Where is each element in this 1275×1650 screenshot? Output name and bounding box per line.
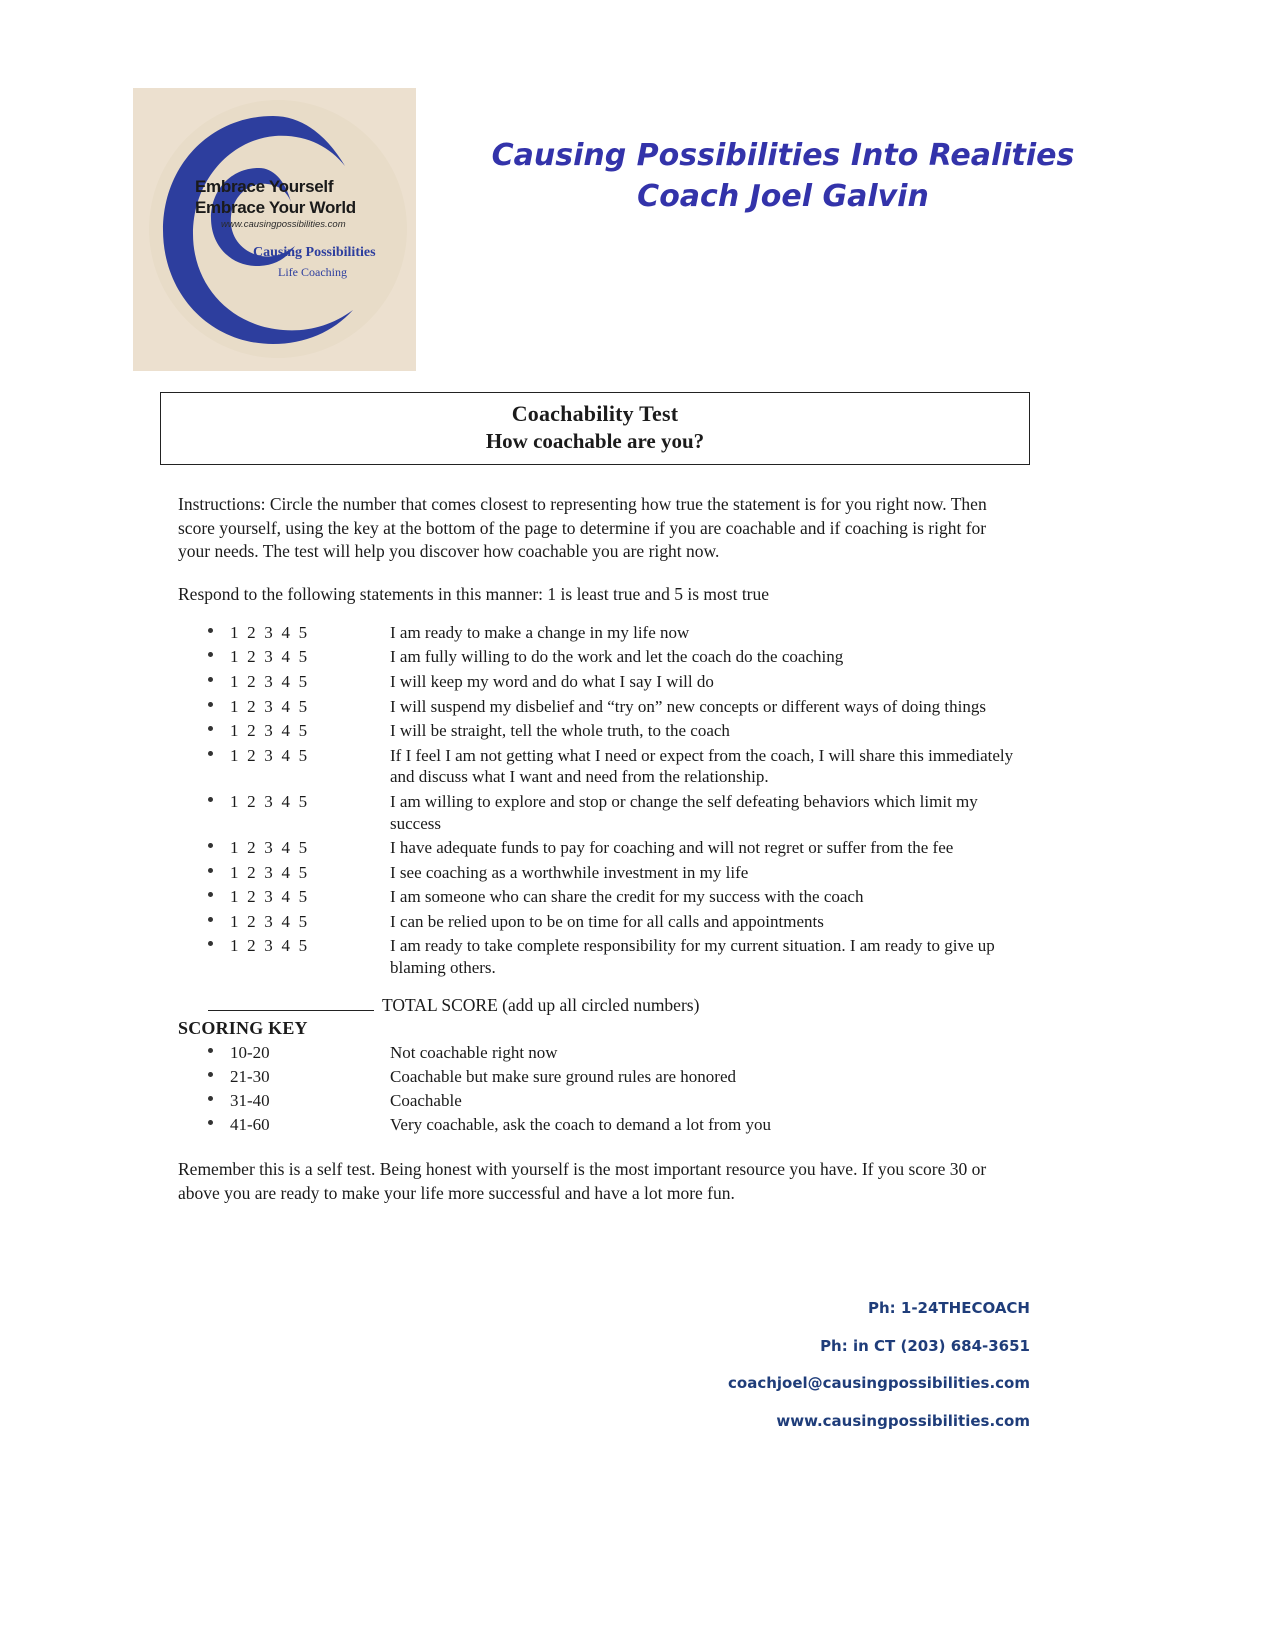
list-item[interactable] (208, 861, 1030, 884)
total-score-label: TOTAL SCORE (add up all circled numbers) (382, 994, 700, 1015)
bullet-icon (208, 861, 230, 873)
rating-scale[interactable]: 1 2 3 4 5 (230, 696, 310, 716)
rating-scale[interactable]: 1 2 3 4 5 (230, 672, 310, 692)
list-item[interactable] (208, 790, 1030, 834)
bullet-icon (208, 744, 230, 756)
statement-text: I am fully willing to do the work and let the coach do the coaching (390, 647, 844, 667)
score-range: 10-20 (230, 1042, 270, 1062)
bullet-icon (208, 836, 230, 848)
score-range: 21-30 (230, 1066, 270, 1086)
logo-url: www.causingpossibilities.com (221, 219, 346, 230)
rating-scale[interactable]: 1 2 3 4 5 (230, 936, 310, 956)
statement-text: I will keep my word and do what I say I will do (390, 672, 714, 692)
logo-tagline-line2: Embrace Your World (195, 198, 356, 218)
list-item (208, 1089, 1030, 1112)
scoring-key-list (160, 1041, 1030, 1136)
bullet-icon (208, 670, 230, 682)
bullet-icon (208, 621, 230, 633)
rating-scale[interactable]: 1 2 3 4 5 (230, 887, 310, 907)
list-item[interactable] (208, 719, 1030, 742)
list-item[interactable] (208, 621, 1030, 644)
statement-text: I have adequate funds to pay for coaching and will not regret or suffer from the fee (390, 838, 954, 858)
document-header (133, 88, 1143, 373)
logo-company-name: Causing Possibilities (253, 245, 376, 260)
total-score-row (160, 995, 1030, 1016)
test-title: Coachability Test (511, 401, 679, 426)
list-item[interactable] (208, 885, 1030, 908)
phone-ct: Ph: in CT (203) 684-3651 (820, 1336, 1030, 1355)
bullet-icon (208, 934, 230, 946)
list-item (208, 1065, 1030, 1088)
list-item[interactable] (208, 836, 1030, 859)
list-item[interactable] (208, 670, 1030, 693)
rating-scale[interactable]: 1 2 3 4 5 (230, 647, 310, 667)
crescent-swoosh-icon (155, 110, 395, 350)
page-title-line1: Causing Possibilities Into Realities (491, 138, 1075, 173)
list-item (208, 1113, 1030, 1136)
instructions-paragraph: Instructions: Circle the number that comes closest to representing how true the statement is for you right now. Then score yourself, using the key at the bottom of the page to determine if you are coachable and if coaching is right for your needs. The test will help you discover how coachable you are right now. (178, 494, 987, 562)
list-item (208, 1041, 1030, 1064)
logo-company-subtitle: Life Coaching (278, 265, 347, 279)
list-item[interactable] (208, 910, 1030, 933)
email-address[interactable]: coachjoel@causingpossibilities.com (728, 1374, 1030, 1392)
statement-text: I am ready to make a change in my life now (390, 622, 690, 642)
statement-text: I will be straight, tell the whole truth, to the coach (390, 721, 730, 741)
rating-scale[interactable]: 1 2 3 4 5 (230, 911, 310, 931)
page-title (423, 136, 1143, 217)
score-range: 31-40 (230, 1090, 270, 1110)
bullet-icon (208, 910, 230, 922)
score-description: Very coachable, ask the coach to demand a lot from you (390, 1114, 771, 1134)
respond-instructions: Respond to the following statements in this manner: 1 is least true and 5 is most true (178, 583, 770, 604)
statement-text: If I feel I am not getting what I need or expect from the coach, I will share this immediately and discuss what I want and need from the relationship. (390, 745, 1014, 787)
rating-scale[interactable]: 1 2 3 4 5 (230, 622, 310, 642)
remember-paragraph: Remember this is a self test. Being honest with yourself is the most important resource you have. If you score 30 or above you are ready to make your life more successful and have a lot more fun. (178, 1158, 987, 1203)
logo-tagline-line1: Embrace Yourself (195, 177, 334, 196)
scoring-key-heading: SCORING KEY (178, 1017, 308, 1038)
rating-scale[interactable]: 1 2 3 4 5 (230, 745, 310, 765)
bullet-icon (208, 695, 230, 707)
bullet-icon (208, 790, 230, 802)
bullet-icon (208, 1113, 230, 1125)
score-description: Not coachable right now (390, 1042, 558, 1062)
statement-text: I see coaching as a worthwhile investment in my life (390, 862, 749, 882)
bullet-icon (208, 1089, 230, 1101)
test-title-box (160, 392, 1030, 465)
website-url[interactable]: www.causingpossibilities.com (776, 1411, 1030, 1430)
statement-text: I am someone who can share the credit for my success with the coach (390, 887, 864, 907)
bullet-icon (208, 1065, 230, 1077)
statement-text: I can be relied upon to be on time for all calls and appointments (390, 911, 824, 931)
phone-main: Ph: 1-24THECOACH (868, 1299, 1030, 1317)
statement-text: I will suspend my disbelief and “try on” new concepts or different ways of doing things (390, 696, 986, 716)
statement-text: I am ready to take complete responsibility for my current situation. I am ready to give up blaming others. (390, 936, 995, 977)
rating-scale[interactable]: 1 2 3 4 5 (230, 791, 310, 811)
rating-scale[interactable]: 1 2 3 4 5 (230, 721, 310, 741)
total-score-input[interactable] (208, 995, 374, 1011)
list-item[interactable] (208, 744, 1030, 788)
logo (133, 88, 416, 371)
bullet-icon (208, 719, 230, 731)
bullet-icon (208, 1041, 230, 1053)
coachability-test-sheet (160, 392, 1030, 1205)
list-item[interactable] (208, 695, 1030, 718)
statement-text: I am willing to explore and stop or change the self defeating behaviors which limit my success (390, 791, 978, 833)
score-description: Coachable but make sure ground rules are honored (390, 1066, 737, 1086)
logo-tagline (195, 176, 415, 219)
rating-scale[interactable]: 1 2 3 4 5 (230, 862, 310, 882)
contact-footer (560, 1290, 1030, 1440)
bullet-icon (208, 645, 230, 657)
score-description: Coachable (390, 1090, 462, 1110)
test-subtitle: How coachable are you? (485, 429, 705, 453)
bullet-icon (208, 885, 230, 897)
rating-scale[interactable]: 1 2 3 4 5 (230, 838, 310, 858)
list-item[interactable] (208, 934, 1030, 978)
page-title-line2: Coach Joel Galvin (637, 178, 929, 214)
list-item[interactable] (208, 645, 1030, 668)
score-range: 41-60 (230, 1114, 270, 1134)
statement-list (160, 621, 1030, 979)
